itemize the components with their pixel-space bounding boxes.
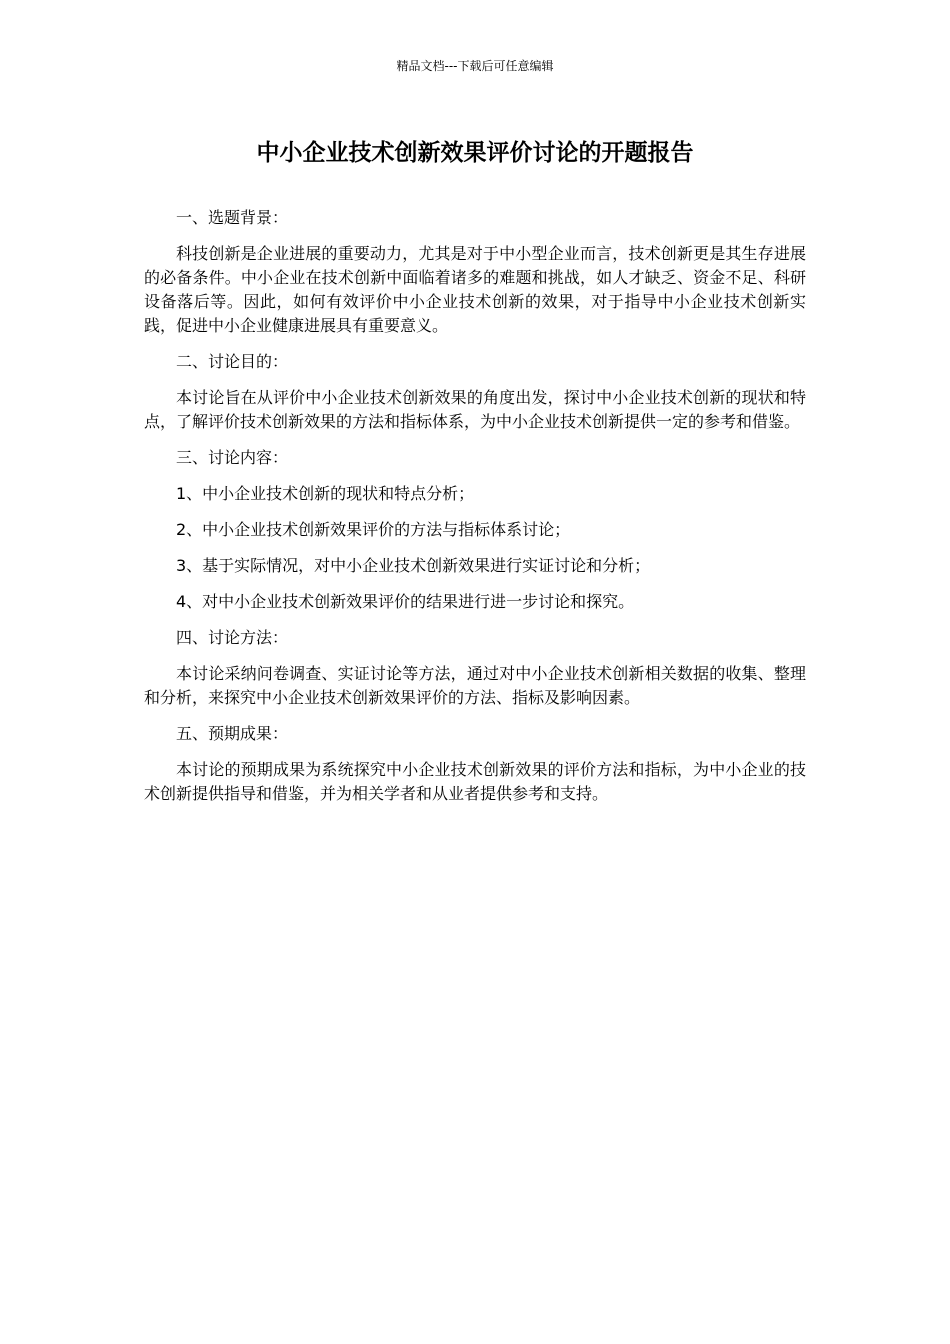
section-heading-purpose: 二、讨论目的： (176, 352, 289, 371)
content-item-2: 2、中小企业技术创新效果评价的方法与指标体系讨论； (176, 520, 571, 539)
content-item-3: 3、基于实际情况，对中小企业技术创新效果进行实证讨论和分析； (176, 556, 651, 575)
content-item-1: 1、中小企业技术创新的现状和特点分析； (176, 484, 475, 503)
paragraph-methods: 本讨论采纳问卷调查、实证讨论等方法，通过对中小企业技术创新相关数据的收集、整理和分析，来探究中小企业技术创新效果评价的方法、指标及影响因素。 (144, 664, 806, 707)
header-note: 精品文档---下载后可任意编辑 (396, 59, 554, 73)
content-item-4: 4、对中小企业技术创新效果评价的结果进行进一步讨论和探究。 (176, 592, 635, 611)
document-body (144, 206, 806, 818)
paragraph-background: 科技创新是企业进展的重要动力，尤其是对于中小型企业而言，技术创新更是其生存进展的必备条件。中小企业在技术创新中面临着诸多的难题和挑战，如人才缺乏、资金不足、科研设备落后等。因此，如何有效评价中小企业技术创新的效果，对于指导中小企业技术创新实践，促进中小企业健康进展具有重要意义。 (144, 244, 806, 335)
document-title: 中小企业技术创新效果评价讨论的开题报告 (256, 140, 694, 166)
section-heading-background: 一、选题背景： (176, 208, 289, 227)
section-heading-outcomes: 五、预期成果： (176, 724, 289, 743)
section-heading-methods: 四、讨论方法： (176, 628, 289, 647)
paragraph-outcomes: 本讨论的预期成果为系统探究中小企业技术创新效果的评价方法和指标，为中小企业的技术创新提供指导和借鉴，并为相关学者和从业者提供参考和支持。 (144, 760, 806, 803)
paragraph-purpose: 本讨论旨在从评价中小企业技术创新效果的角度出发，探讨中小企业技术创新的现状和特点，了解评价技术创新效果的方法和指标体系，为中小企业技术创新提供一定的参考和借鉴。 (144, 388, 806, 431)
section-heading-content: 三、讨论内容： (176, 448, 289, 467)
